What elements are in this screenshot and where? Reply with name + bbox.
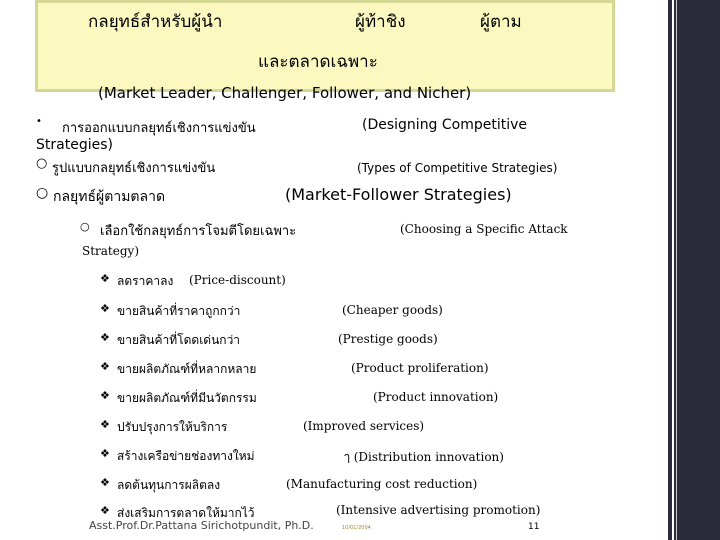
sub1-english: (Types of Competitive Strategies) xyxy=(357,161,558,175)
sub3-english: (Choosing a Specific Attack xyxy=(400,222,568,236)
sub2-thai: กลยุทธ์ผู้ตามตลาด xyxy=(53,189,166,205)
item-marker-icon: ❖ xyxy=(100,447,110,460)
item-thai: ปรับปรุงการให้บริการ xyxy=(117,420,228,434)
item-thai: ขายสินค้าที่ราคาถูกกว่า xyxy=(117,304,241,318)
item-english: (Product innovation) xyxy=(373,390,499,404)
sub1-thai: รูปแบบกลยุทธ์เชิงการแข่งขัน xyxy=(52,161,216,176)
item-english: (Cheaper goods) xyxy=(342,303,443,317)
item-marker-icon: ❖ xyxy=(100,272,110,285)
item-thai: ลดราคาลง xyxy=(117,274,174,288)
footer-author: Asst.Prof.Dr.Pattana Sirichotpundit, Ph.D. xyxy=(89,519,314,532)
item-marker-icon: ❖ xyxy=(100,476,110,489)
item-english: (Manufacturing cost reduction) xyxy=(286,477,478,491)
hollow-bullet-icon: ○ xyxy=(36,156,48,171)
bullet1-english: (Designing Competitive xyxy=(362,117,528,133)
item-english-text: (Distribution innovation) xyxy=(353,450,504,464)
item-thai: ขายสินค้าที่โดดเด่นกว่า xyxy=(117,333,241,347)
title-line1-part3: ผู้ตาม xyxy=(480,12,522,32)
title-line2: และตลาดเฉพาะ xyxy=(258,52,378,72)
item-marker-icon: ❖ xyxy=(100,331,110,344)
hollow-bullet-icon: ○ xyxy=(80,220,90,233)
item-thai: ลดต้นทุนการผลิตลง xyxy=(117,478,221,492)
item-thai: สร้างเครือข่ายช่องทางใหม่ xyxy=(117,449,255,463)
bullet1-thai: การออกแบบกลยุทธ์เชิงการแข่งขัน xyxy=(62,121,256,136)
item-thai: ส่งเสริมการตลาดให้มากไว้ xyxy=(117,506,255,520)
page-number: 11 xyxy=(528,522,540,532)
title-line3: (Market Leader, Challenger, Follower, and Nicher) xyxy=(98,84,472,102)
title-line1-part1: กลยุทธ์สำหรับผู้นำ xyxy=(88,12,223,32)
item-marker-icon: ❖ xyxy=(100,504,110,517)
hollow-bullet-icon: ○ xyxy=(36,185,49,201)
title-line1-part2: ผู้ท้าชิง xyxy=(355,12,406,32)
bullet1-english-cont: Strategies) xyxy=(36,137,113,153)
bullet-dot-icon: • xyxy=(36,116,42,127)
sidebar-stripe xyxy=(672,0,674,540)
footer-date: 10/01/2004 xyxy=(342,525,371,531)
item-english: (Intensive advertising promotion) xyxy=(336,503,541,517)
sub3-english-cont: Strategy) xyxy=(82,244,139,258)
item-english: (Price-discount) xyxy=(189,273,286,287)
item-marker-icon: ❖ xyxy=(100,418,110,431)
item-thai: ขายผลิตภัณฑ์ที่หลากหลาย xyxy=(117,362,257,376)
item-marker-icon: ❖ xyxy=(100,302,110,315)
sub3-thai: เลือกใช้กลยุทธ์การโจมตีโดยเฉพาะ xyxy=(100,224,297,239)
item-english: (Prestige goods) xyxy=(338,332,438,346)
sidebar-stripe-thin xyxy=(676,0,677,540)
item-marker-icon: ❖ xyxy=(100,360,110,373)
item-thai: ขายผลิตภัณฑ์ที่มีนวัตกรรม xyxy=(117,391,257,405)
item-english: (Product proliferation) xyxy=(351,361,489,375)
sub2-english: (Market-Follower Strategies) xyxy=(285,185,512,204)
right-sidebar xyxy=(668,0,720,540)
item-marker-icon: ❖ xyxy=(100,389,110,402)
item-english: ๅ (Distribution innovation) xyxy=(344,450,504,464)
item-english: (Improved services) xyxy=(303,419,425,433)
